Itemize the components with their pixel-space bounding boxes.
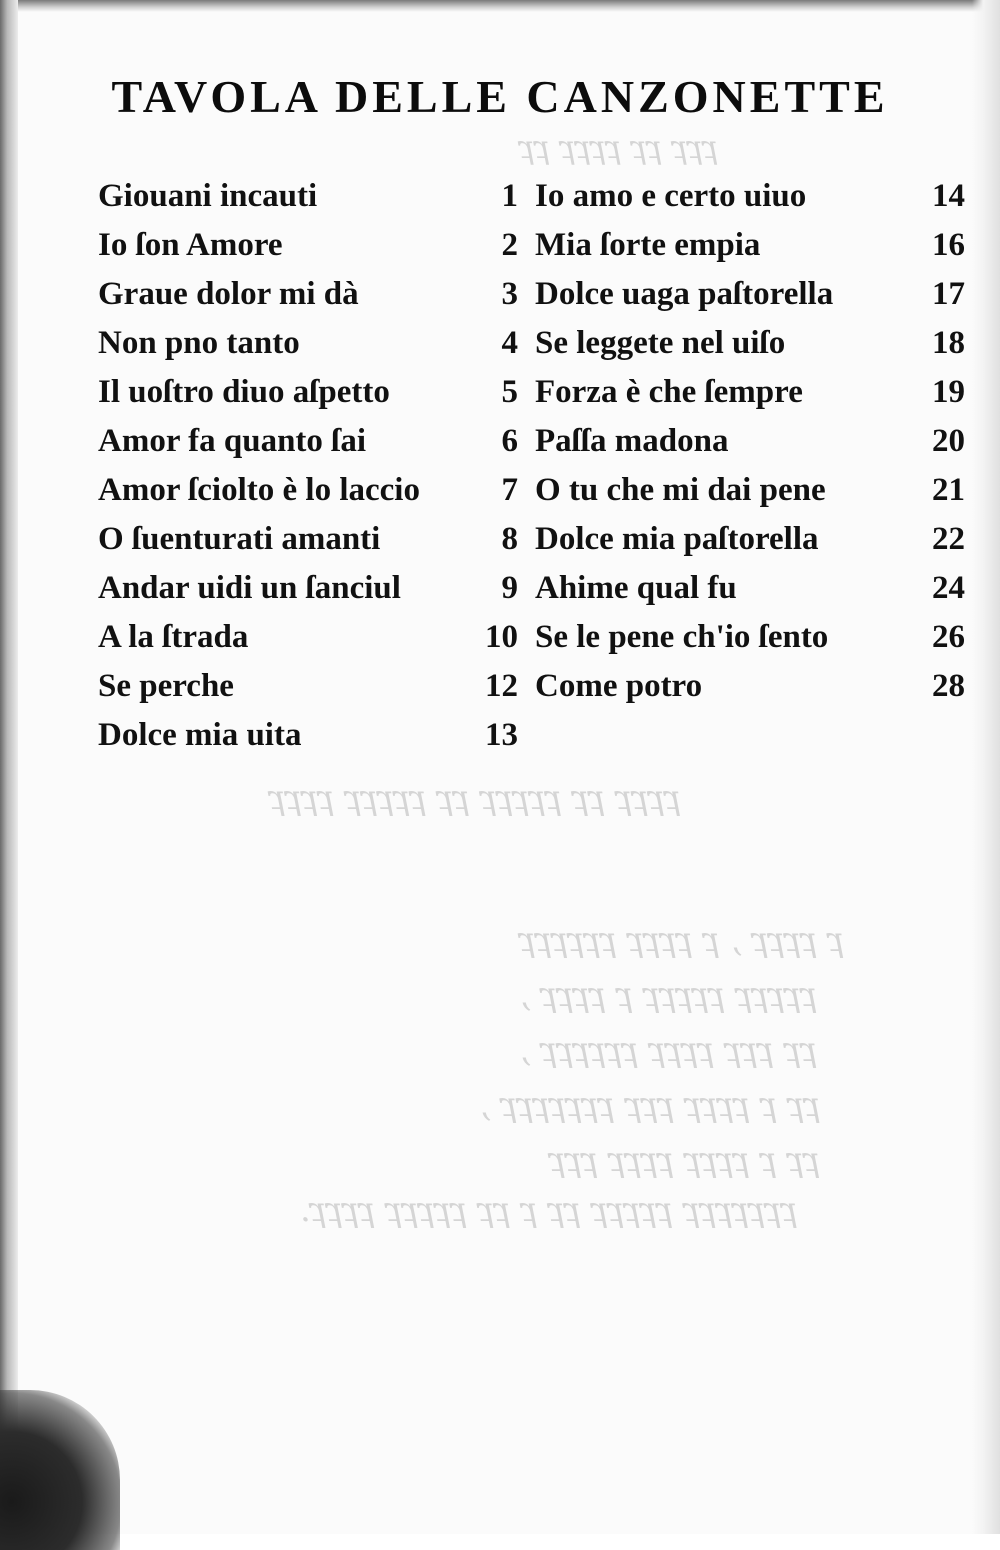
entry-title: Giouani incauti <box>98 178 318 214</box>
index-column-left <box>98 172 518 760</box>
entry-title: Io amo e certo uiuo <box>535 178 807 214</box>
entry-title: Amor ſciolto è lo laccio <box>98 472 420 508</box>
entry-title: Io ſon Amore <box>98 227 283 263</box>
entry-title: Mia ſorte empia <box>535 227 761 263</box>
entry-title: Dolce mia uita <box>98 717 302 753</box>
entry-page-number: 8 <box>501 521 518 557</box>
index-entry <box>98 711 518 760</box>
bleed-through-decoration: ꝼꝼꝼꝼꝼ ꝼꝼꝼꝼꝼ ꝼ ꝼꝼꝼꝼ , <box>520 975 818 1015</box>
entry-title: Come potro <box>535 668 703 704</box>
entry-title: Forza è che ſempre <box>535 374 803 410</box>
entry-title: Amor fa quanto ſai <box>98 423 366 459</box>
entry-title: Paſſa madona <box>535 423 729 459</box>
index-entry <box>98 270 518 319</box>
entry-title: Se leggete nel uiſo <box>535 325 786 361</box>
page-left-edge <box>0 0 18 1534</box>
entry-title: Non pno tanto <box>98 325 300 361</box>
entry-title: Graue dolor mi dà <box>98 276 359 312</box>
entry-page-number: 6 <box>501 423 518 459</box>
entry-page-number: 4 <box>501 325 518 361</box>
entry-title: Andar uidi un ſanciul <box>98 570 401 606</box>
bleed-through-decoration: ꝼꝼꝼꝼ ꝼꝼ ꝼꝼꝼꝼꝼ ꝼꝼ ꝼꝼꝼꝼꝼ ꝼꝼꝼꝼ <box>270 778 682 818</box>
index-entry <box>535 662 965 711</box>
bleed-through-decoration: ꝼꝼ ꝼ ꝼꝼꝼꝼ ꝼꝼꝼ ꝼꝼꝼꝼꝼꝼꝼ , <box>480 1085 822 1125</box>
index-entry <box>98 172 518 221</box>
index-entry <box>535 417 965 466</box>
entry-page-number: 20 <box>932 423 965 459</box>
index-column-right <box>535 172 965 711</box>
entry-page-number: 24 <box>932 570 965 606</box>
index-entry <box>535 515 965 564</box>
entry-title: O tu che mi dai pene <box>535 472 826 508</box>
index-entry <box>535 368 965 417</box>
index-entry <box>98 613 518 662</box>
entry-page-number: 9 <box>501 570 518 606</box>
index-entry <box>98 417 518 466</box>
entry-page-number: 21 <box>932 472 965 508</box>
entry-page-number: 14 <box>932 178 965 214</box>
entry-page-number: 18 <box>932 325 965 361</box>
entry-page-number: 5 <box>501 374 518 410</box>
entry-title: A la ſtrada <box>98 619 249 655</box>
entry-page-number: 3 <box>501 276 518 312</box>
index-entry <box>98 564 518 613</box>
entry-page-number: 17 <box>932 276 965 312</box>
bleed-through-decoration: ꝼꝼ ꝼ ꝼꝼꝼꝼ ꝼꝼꝼꝼ ꝼꝼꝼ <box>550 1140 821 1180</box>
entry-page-number: 22 <box>932 521 965 557</box>
index-entry <box>98 662 518 711</box>
entry-page-number: 12 <box>485 668 518 704</box>
index-entry <box>98 466 518 515</box>
entry-page-number: 28 <box>932 668 965 704</box>
bleed-through-decoration: ꝼꝼꝼ ꝼꝼ ꝼꝼꝼꝼ ꝼꝼ <box>520 128 719 166</box>
entry-title: Ahime qual fu <box>535 570 737 606</box>
entry-page-number: 10 <box>485 619 518 655</box>
entry-page-number: 16 <box>932 227 965 263</box>
index-entry <box>98 319 518 368</box>
page-top-edge <box>0 0 1000 12</box>
entry-page-number: 19 <box>932 374 965 410</box>
thumb-shadow <box>0 1390 120 1550</box>
entry-page-number: 1 <box>501 178 518 214</box>
index-entry <box>98 515 518 564</box>
page-title: TAVOLA DELLE CANZONETTE <box>111 71 889 122</box>
entry-page-number: 13 <box>485 717 518 753</box>
index-entry <box>98 221 518 270</box>
entry-page-number: 7 <box>501 472 518 508</box>
entry-title: O ſuenturati amanti <box>98 521 381 557</box>
entry-page-number: 2 <box>501 227 518 263</box>
bleed-through-decoration: ꝼꝼ ꝼꝼꝼ ꝼꝼꝼꝼ ꝼꝼꝼꝼꝼꝼ , <box>520 1030 818 1070</box>
page-right-edge <box>972 0 1000 1534</box>
bleed-through-decoration: ꝼ ꝼꝼꝼꝼ , ꝼ ꝼꝼꝼꝼ ꝼꝼꝼꝼꝼꝼ <box>520 920 845 960</box>
entry-title: Dolce uaga paſtorella <box>535 276 834 312</box>
index-entry <box>535 466 965 515</box>
entry-title: Il uoſtro diuo aſpetto <box>98 374 390 410</box>
bleed-through-decoration: ꝼꝼꝼꝼꝼꝼꝼ ꝼꝼꝼꝼꝼ ꝼꝼ ꝼ ꝼꝼ ꝼꝼꝼꝼꝼ ꝼꝼꝼꝼ. <box>300 1190 799 1230</box>
index-entry <box>535 221 965 270</box>
entry-page-number: 26 <box>932 619 965 655</box>
entry-title: Se perche <box>98 668 234 704</box>
index-entry <box>535 613 965 662</box>
index-entry <box>535 564 965 613</box>
index-entry <box>535 270 965 319</box>
index-entry <box>535 172 965 221</box>
entry-title: Dolce mia paſtorella <box>535 521 819 557</box>
index-entry <box>98 368 518 417</box>
entry-title: Se le pene ch'io ſento <box>535 619 829 655</box>
index-entry <box>535 319 965 368</box>
